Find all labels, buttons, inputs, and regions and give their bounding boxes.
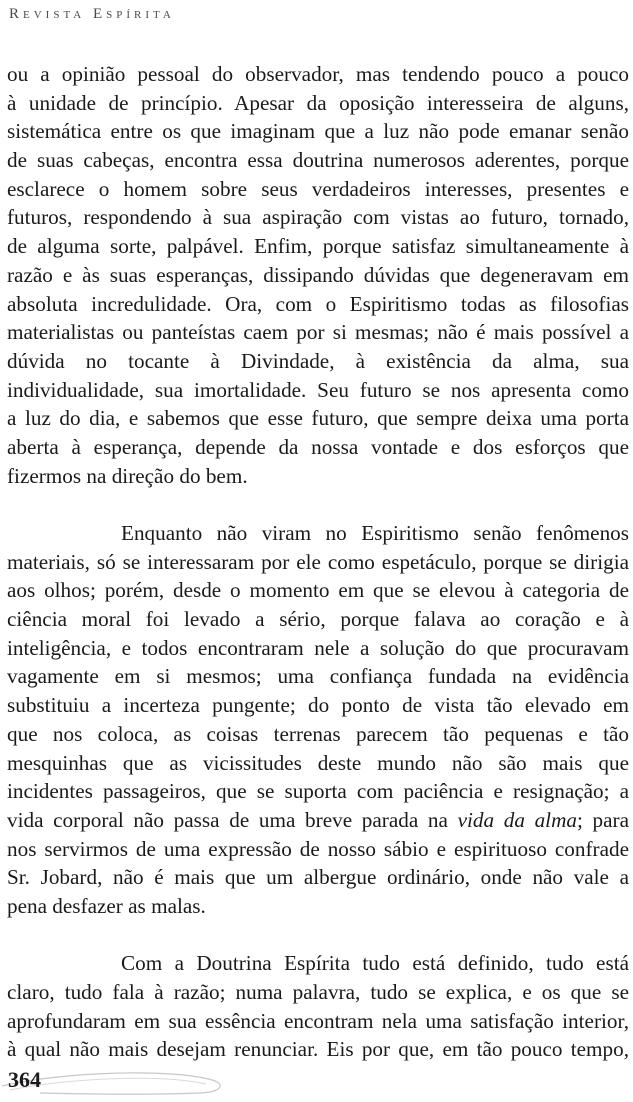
text-line: ou a opinião pessoal do observador, mas tendendo pouco a pouco xyxy=(7,62,629,86)
text-line: individualidade, sua imortalidade. Seu futuro se nos apresenta como xyxy=(7,377,629,402)
text-line: inteligência, e todos encontraram nele a solução do que procuravam xyxy=(7,635,629,660)
text-line: substituiu a incerteza pungente; do ponto de vista tão elevado em xyxy=(7,693,629,718)
text-line: aprofundaram em sua essência encontram nela uma satisfação interior, xyxy=(7,1008,629,1033)
text-line: fizermos na direção do bem. xyxy=(7,463,248,488)
text-line: Enquanto não viram no Espiritismo senão fenômenos xyxy=(121,521,629,545)
text-line: vagamente em si mesmos; uma confiança fundada na evidência xyxy=(7,664,629,689)
text-line: a luz do dia, e sabemos que esse futuro, que sempre deixa uma porta xyxy=(7,406,629,431)
text-line: à unidade de princípio. Apesar da oposição interesseira de alguns, xyxy=(7,90,629,115)
text-line: materiais, só se interessaram por ele como espetáculo, porque se dirigia xyxy=(7,549,629,574)
text-line: sistemática entre os que imaginam que a luz não pode emanar senão xyxy=(7,119,629,144)
text-line-with-italic xyxy=(7,806,629,835)
text-line: futuros, respondendo à sua aspiração com vistas ao futuro, tornado, xyxy=(7,205,629,230)
text-segment: ; para xyxy=(576,807,629,832)
text-line: aberta à esperança, depende da nossa vontade e dos esforços que xyxy=(7,434,629,459)
text-line: absoluta incredulidade. Ora, com o Espiritismo todas as filosofias xyxy=(7,291,629,316)
text-line: razão e às suas esperanças, dissipando dúvidas que degeneravam em xyxy=(7,262,629,287)
text-segment: vida corporal não passa de uma breve parada na xyxy=(7,807,458,832)
text-line: pena desfazer as malas. xyxy=(7,893,206,918)
text-line: aos olhos; porém, desde o momento em que se elevou à categoria de xyxy=(7,578,629,603)
text-line: dúvida no tocante à Divindade, à existência da alma, sua xyxy=(7,348,629,373)
text-line: incidentes passageiros, que se suporta com paciência e resignação; a xyxy=(7,779,629,804)
text-line: de suas cabeças, encontra essa doutrina numerosos aderentes, porque xyxy=(7,148,629,173)
italic-phrase: vida da alma xyxy=(457,807,577,832)
text-line: de alguma sorte, palpável. Enfim, porque satisfaz simultaneamente à xyxy=(7,234,629,259)
running-header: Revista Espírita xyxy=(9,6,175,22)
text-line: nos servirmos de uma expressão de nosso sábio e espirituoso confrade xyxy=(7,836,629,861)
page-number: 364 xyxy=(8,1067,41,1092)
page-body xyxy=(7,60,629,1064)
text-line: Com a Doutrina Espírita tudo está definido, tudo está xyxy=(121,951,629,976)
text-line: ciência moral foi levado a sério, porque falava ao coração e à xyxy=(7,607,629,632)
text-line: claro, tudo fala à razão; numa palavra, tudo se explica, e os que se xyxy=(7,980,629,1004)
text-line: esclarece o homem sobre seus verdadeiros interesses, presentes e xyxy=(7,176,629,201)
text-line: materialistas ou panteístas caem por si mesmas; não é mais possível a xyxy=(7,320,629,345)
text-line: à qual não mais desejam renunciar. Eis por que, em tão pouco tempo, xyxy=(7,1037,629,1062)
text-line: Sr. Jobard, não é mais que um albergue ordinário, onde não vale a xyxy=(7,865,629,890)
text-line: que nos coloca, as coisas terrenas parecem tão pequenas e tão xyxy=(7,721,629,746)
text-line: mesquinhas que as vicissitudes deste mundo não são mais que xyxy=(7,750,629,775)
